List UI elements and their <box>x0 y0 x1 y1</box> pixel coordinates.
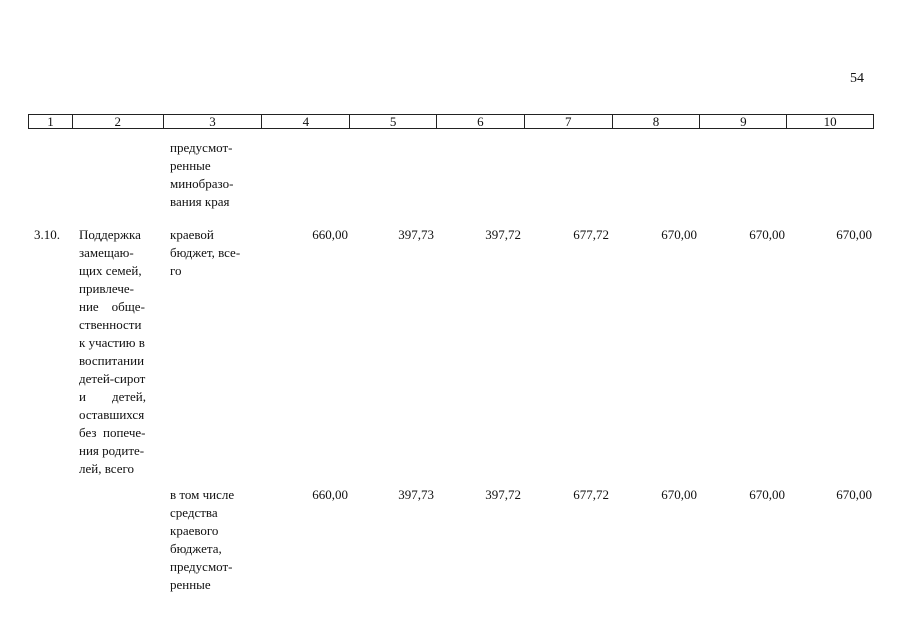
text-line: средства <box>170 505 218 520</box>
text-line: к участию в <box>79 335 145 350</box>
text-line: воспитании <box>79 353 145 368</box>
header-col-4: 4 <box>262 115 350 128</box>
value-col-5: 397,73 <box>398 487 434 502</box>
header-col-6: 6 <box>437 115 525 128</box>
value-col-7: 677,72 <box>573 487 609 502</box>
value-col-10: 670,00 <box>836 487 872 502</box>
text-line: щих семей, <box>79 263 142 278</box>
text-line: привлече- <box>79 281 134 296</box>
header-col-3: 3 <box>164 115 263 128</box>
text-line: бюджета, <box>170 541 222 556</box>
value-col-5: 397,73 <box>398 227 434 242</box>
value-col-7: 677,72 <box>573 227 609 242</box>
text-line: бюджет, все- <box>170 245 241 260</box>
header-col-10: 10 <box>823 114 837 129</box>
value-col-6: 397,72 <box>485 487 521 502</box>
text-line: краевого <box>170 523 219 538</box>
value-col-4: 660,00 <box>312 227 348 242</box>
text-line: го <box>170 263 182 278</box>
value-col-8: 670,00 <box>661 227 697 242</box>
header-col-8: 8 <box>613 115 701 128</box>
value-col-6: 397,72 <box>485 227 521 242</box>
value-col-9: 670,00 <box>749 227 785 242</box>
value-col-10: 670,00 <box>836 227 872 242</box>
text-line: ренные <box>170 158 211 173</box>
text-line: минобразо- <box>170 176 234 191</box>
header-col-5: 5 <box>350 115 437 128</box>
table-header-row <box>28 114 874 129</box>
header-col-7: 7 <box>525 115 613 128</box>
text-line: и детей, <box>79 389 146 404</box>
text-line: ственности <box>79 317 142 332</box>
row-code: 3.10. <box>34 227 60 242</box>
text-line: предусмот- <box>170 559 233 574</box>
header-col-9: 9 <box>700 115 787 128</box>
text-line: оставшихся <box>79 407 145 422</box>
text-line: в том числе <box>170 487 235 502</box>
text-line: вания края <box>170 194 230 209</box>
value-col-9: 670,00 <box>749 487 785 502</box>
text-line: ние обще- <box>79 299 145 314</box>
page-number: 54 <box>850 71 864 86</box>
text-line: ния родите- <box>79 443 145 458</box>
value-col-8: 670,00 <box>661 487 697 502</box>
header-col-2: 2 <box>73 115 164 128</box>
text-line: без попече- <box>79 425 146 440</box>
text-line: предусмот- <box>170 140 233 155</box>
text-line: ренные <box>170 577 211 592</box>
text-line: детей-сирот <box>79 371 146 386</box>
text-line: лей, всего <box>79 461 134 476</box>
value-col-4: 660,00 <box>312 487 348 502</box>
text-line: краевой <box>170 227 214 242</box>
header-col-1: 1 <box>29 115 73 128</box>
text-line: Поддержка <box>79 227 141 242</box>
text-line: замещаю- <box>79 245 134 260</box>
